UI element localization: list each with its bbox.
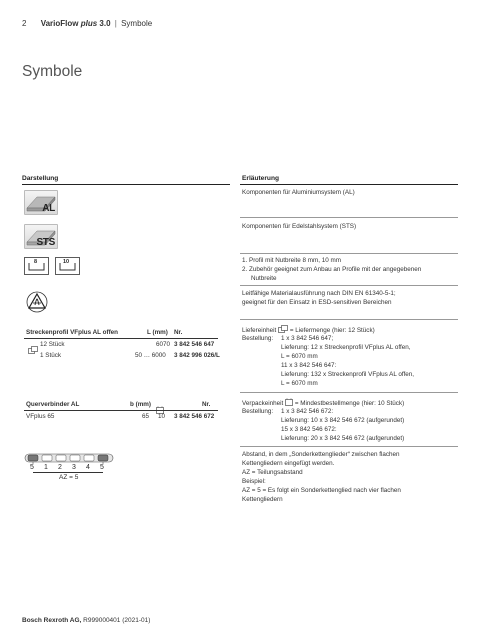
aluminium-profile-icon [24, 190, 58, 215]
slot-width-line-1: 1. Profil mit Nutbreite 8 mm, 10 mm [242, 257, 342, 264]
packaging-unit-icon [156, 401, 164, 409]
footer-document-number: R999000401 (2021-01) [83, 617, 151, 624]
chain-line-4: Beispiel: [242, 478, 266, 485]
chain-line-2: Kettengliedern eingefügt werden. [242, 460, 335, 467]
profile-table-rule [24, 338, 218, 339]
delivery-unit-icon [278, 325, 288, 333]
profile-row1-length: 6070 [156, 341, 171, 348]
slot-width-icon [24, 257, 80, 275]
chain-link-number: 5 [30, 464, 34, 471]
profile-order-value: 1 x 3 842 546 647; [281, 335, 334, 342]
profile-explanation-4: L = 6070 mm [281, 353, 318, 360]
connector-row1-b: 65 [142, 413, 150, 420]
profile-explanation-7: L = 6070 mm [281, 380, 318, 387]
profile-row2-qty: 1 Stück [40, 352, 61, 359]
page-title: Symbole [22, 63, 83, 80]
connector-col-nr: Nr. [202, 401, 211, 408]
profile-order-label: Bestellung: [242, 335, 274, 342]
row-divider [240, 392, 458, 393]
profile-col-length: L (mm) [147, 329, 168, 336]
profile-col-name: Streckenprofil VFplus AL offen [26, 329, 119, 336]
connector-explanation-1: Verpackeinheit = Mindestbestellmenge (hier: 10 Stück) [242, 400, 405, 407]
header-separator: | [114, 19, 117, 28]
chain-link-number: 2 [58, 464, 62, 471]
connector-col-name: Querverbinder AL [26, 401, 80, 408]
connector-table-rule [24, 410, 218, 411]
connector-row1-name: VFplus 65 [26, 413, 55, 420]
delivery-unit-icon [28, 341, 38, 349]
pitch-dimension-line [33, 472, 103, 473]
slot-width-line-2: 2. Zubehör geeignet zum Anbau an Profile mit der angegebenen [242, 266, 422, 273]
row-divider [240, 319, 458, 320]
slot-width-8: 8 [34, 259, 38, 265]
esd-line-2: geeignet für den Einsatz in ESD-sensitiven Bereichen [242, 299, 392, 306]
chain-link-number: 5 [100, 464, 104, 471]
connector-row1-qty: 10 [158, 413, 166, 420]
product-name: VarioFlow plus 3.0 [40, 19, 111, 28]
profile-row2-nr: 3 842 996 026/L [174, 352, 220, 359]
connector-order-label: Bestellung: [242, 408, 274, 415]
al-description: Komponenten für Aluminiumsystem (AL) [242, 189, 355, 196]
page-footer [22, 617, 150, 624]
column-header-darstellung: Darstellung [22, 175, 59, 182]
connector-order-value: 1 x 3 842 546 672: [281, 408, 334, 415]
connector-col-b: b (mm) [130, 401, 151, 408]
esd-warning-icon [26, 291, 48, 313]
pitch-formula: AZ = 5 [59, 474, 79, 481]
stainless-steel-profile-icon [24, 224, 58, 249]
page-number: 2 [22, 19, 27, 28]
row-divider [240, 253, 458, 254]
chain-link-number: 1 [44, 464, 48, 471]
packaging-unit-icon [285, 398, 293, 406]
profile-explanation-1: Liefereinheit = Liefermenge (hier: 12 Stück) [242, 327, 375, 334]
chain-line-5: AZ = 5 = Es folgt ein Sonderkettenglied nach vier flachen [242, 487, 401, 494]
header-rule-left [22, 184, 230, 185]
row-divider [240, 446, 458, 447]
profile-row1-nr: 3 842 546 647 [174, 341, 215, 348]
row-divider [240, 217, 458, 218]
slot-width-10: 10 [63, 259, 70, 265]
sts-description: Komponenten für Edelstahlsystem (STS) [242, 223, 357, 230]
running-header [22, 19, 152, 28]
profile-col-nr: Nr. [174, 329, 183, 336]
chain-line-1: Abstand, in dem „Sonderkettenglieder“ zwischen flachen [242, 451, 400, 458]
connector-explanation-3: Lieferung: 10 x 3 842 546 672 (aufgerundet) [281, 417, 405, 424]
chain-line-6: Kettengliedern [242, 496, 283, 503]
al-icon-label: AL [42, 203, 55, 214]
profile-row2-length: 50 … 6000 [135, 352, 166, 359]
connector-explanation-4: 15 x 3 842 546 672: [281, 426, 337, 433]
slot-width-line-3: Nutbreite [251, 275, 277, 282]
column-header-erlaeuterung: Erläuterung [242, 175, 280, 182]
chain-link-number: 3 [72, 464, 76, 471]
header-rule-right [240, 184, 458, 185]
header-section: Symbole [121, 19, 153, 28]
chain-link-number: 4 [86, 464, 90, 471]
chain-line-3: AZ = Teilungsabstand [242, 469, 303, 476]
chain-pitch-diagram [24, 452, 114, 484]
profile-explanation-3: Lieferung: 12 x Streckenprofil VFplus AL offen, [281, 344, 411, 351]
footer-company: Bosch Rexroth AG, [22, 617, 82, 624]
connector-row1-nr: 3 842 546 672 [174, 413, 215, 420]
profile-explanation-5: 11 x 3 842 546 647: [281, 362, 337, 369]
sts-icon-label: STS [36, 237, 55, 248]
profile-row1-qty: 12 Stück [40, 341, 65, 348]
connector-explanation-5: Lieferung: 20 x 3 842 546 672 (aufgerundet) [281, 435, 405, 442]
esd-line-1: Leitfähige Materialausführung nach DIN EN 61340-5-1; [242, 290, 396, 297]
profile-explanation-6: Lieferung: 132 x Streckenprofil VFplus AL offen, [281, 371, 415, 378]
row-divider [240, 285, 458, 286]
